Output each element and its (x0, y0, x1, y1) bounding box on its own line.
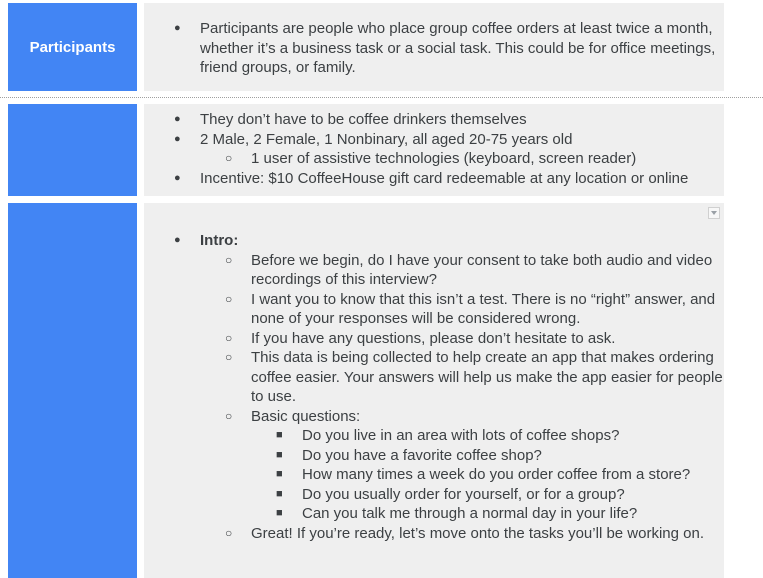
closing-item: ○ Great! If you’re ready, let’s move onto the tasks you’ll be working on. (200, 524, 724, 544)
cell-dropdown-icon[interactable] (708, 207, 720, 219)
basic-question: ■ Do you live in an area with lots of coffee shops? (251, 426, 724, 446)
basic-question: ■ How many times a week do you order coffee from a store? (251, 465, 724, 485)
participants-content-cell (144, 3, 724, 91)
participants-label-cell (8, 3, 137, 91)
incentive-item: ● Incentive: $10 CoffeeHouse gift card redeemable at any location or online (144, 169, 724, 189)
basic-question: ■ Can you talk me through a normal day in your life? (251, 504, 724, 524)
criteria-item: ● They don’t have to be coffee drinkers themselves (144, 110, 724, 130)
script-list (144, 231, 724, 543)
criteria-sublist (200, 149, 724, 169)
participants-list (144, 19, 724, 78)
intro-item-questions: ○ If you have any questions, please don’t hesitate to ask. (200, 329, 724, 349)
basic-questions-label: Basic questions: (251, 407, 361, 425)
row-divider (0, 97, 763, 98)
criteria-list (144, 110, 724, 188)
script-content-cell (144, 203, 724, 578)
basic-question: ■ Do you have a favorite coffee shop? (251, 446, 724, 466)
criteria-label-cell (8, 104, 137, 196)
script-label-cell (8, 203, 137, 578)
intro-item-consent: ○ Before we begin, do I have your consent to take both audio and video recordings of this interview? (200, 251, 724, 290)
intro-heading: Intro: (200, 232, 239, 249)
participants-description: ● Participants are people who place group coffee orders at least twice a month, whether it’s a business task or a social task. This could be for office meetings, friend groups, or family. (144, 19, 724, 78)
assistive-tech-item: ○ 1 user of assistive technologies (keyboard, screen reader) (200, 149, 724, 169)
intro-item (144, 231, 724, 543)
basic-questions-item (200, 407, 724, 524)
intro-sublist (200, 251, 724, 544)
participants-label: Participants (29, 38, 116, 56)
demographics-text: 2 Male, 2 Female, 1 Nonbinary, all aged 20-75 years old (200, 130, 573, 148)
basic-question: ■ Do you usually order for yourself, or for a group? (251, 485, 724, 505)
basic-questions-list (251, 426, 724, 524)
intro-item-not-a-test: ○ I want you to know that this isn’t a test. There is no “right” answer, and none of your responses will be considered wrong. (200, 290, 724, 329)
intro-item-data-purpose: ○ This data is being collected to help create an app that makes ordering coffee easier. Your answers will help us make the app easier for people to use. (200, 348, 724, 407)
criteria-item (144, 130, 724, 169)
criteria-content-cell (144, 104, 724, 196)
